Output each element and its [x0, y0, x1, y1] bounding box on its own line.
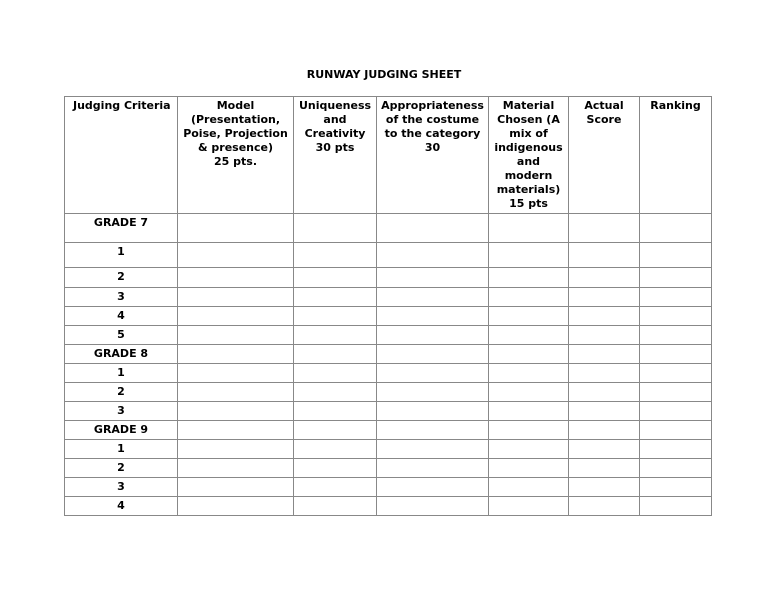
score-cell[interactable]	[294, 326, 377, 345]
score-cell[interactable]	[377, 402, 489, 421]
score-cell[interactable]	[294, 402, 377, 421]
score-cell[interactable]	[178, 440, 294, 459]
score-cell[interactable]	[640, 345, 712, 364]
column-header-line: Appropriateness	[381, 99, 484, 112]
score-cell[interactable]	[178, 243, 294, 268]
score-cell[interactable]	[640, 497, 712, 516]
column-header	[489, 97, 569, 214]
score-cell[interactable]	[489, 478, 569, 497]
score-cell[interactable]	[489, 214, 569, 243]
score-cell[interactable]	[640, 421, 712, 440]
column-header-line: Judging Criteria	[73, 99, 171, 112]
score-cell[interactable]	[569, 497, 640, 516]
row-label: GRADE 8	[65, 345, 178, 364]
score-cell[interactable]	[569, 326, 640, 345]
score-cell[interactable]	[569, 307, 640, 326]
table-row	[65, 345, 712, 364]
score-cell[interactable]	[377, 214, 489, 243]
score-cell[interactable]	[489, 268, 569, 288]
score-cell[interactable]	[640, 478, 712, 497]
score-cell[interactable]	[294, 440, 377, 459]
score-cell[interactable]	[294, 268, 377, 288]
row-label: 3	[65, 478, 178, 497]
score-cell[interactable]	[178, 364, 294, 383]
score-cell[interactable]	[294, 364, 377, 383]
table-row	[65, 326, 712, 345]
score-cell[interactable]	[640, 402, 712, 421]
score-cell[interactable]	[640, 440, 712, 459]
score-cell[interactable]	[640, 459, 712, 478]
score-cell[interactable]	[640, 326, 712, 345]
row-label: 4	[65, 497, 178, 516]
score-cell[interactable]	[377, 307, 489, 326]
score-cell[interactable]	[640, 383, 712, 402]
score-cell[interactable]	[489, 307, 569, 326]
score-cell[interactable]	[178, 288, 294, 307]
row-label: 1	[65, 440, 178, 459]
score-cell[interactable]	[377, 288, 489, 307]
score-cell[interactable]	[569, 402, 640, 421]
row-label: 3	[65, 402, 178, 421]
judging-table	[64, 96, 712, 516]
row-label: 1	[65, 364, 178, 383]
score-cell[interactable]	[489, 345, 569, 364]
column-header-line: Chosen (A	[497, 113, 560, 126]
row-label: 2	[65, 268, 178, 288]
score-cell[interactable]	[178, 326, 294, 345]
score-cell[interactable]	[489, 421, 569, 440]
score-cell[interactable]	[377, 440, 489, 459]
row-label: 4	[65, 307, 178, 326]
score-cell[interactable]	[294, 497, 377, 516]
score-cell[interactable]	[489, 288, 569, 307]
score-cell[interactable]	[178, 402, 294, 421]
score-cell[interactable]	[178, 214, 294, 243]
column-header-line: & presence)	[197, 141, 274, 154]
table-row	[65, 383, 712, 402]
score-cell[interactable]	[377, 268, 489, 288]
score-cell[interactable]	[569, 268, 640, 288]
score-cell[interactable]	[377, 459, 489, 478]
score-cell[interactable]	[489, 383, 569, 402]
score-cell[interactable]	[178, 268, 294, 288]
column-header-line: and	[323, 113, 347, 126]
score-cell[interactable]	[640, 268, 712, 288]
table-row	[65, 268, 712, 288]
row-label: 5	[65, 326, 178, 345]
column-header-line: Poise, Projection	[183, 127, 288, 140]
score-cell[interactable]	[489, 440, 569, 459]
score-cell[interactable]	[178, 345, 294, 364]
column-header-line: indigenous	[494, 141, 563, 154]
column-header-line: and	[516, 155, 541, 168]
score-cell[interactable]	[377, 383, 489, 402]
score-cell[interactable]	[294, 478, 377, 497]
score-cell[interactable]	[377, 243, 489, 268]
score-cell[interactable]	[489, 459, 569, 478]
score-cell[interactable]	[569, 214, 640, 243]
column-header	[640, 97, 712, 214]
row-label: 1	[65, 243, 178, 268]
score-cell[interactable]	[178, 497, 294, 516]
score-cell[interactable]	[640, 288, 712, 307]
score-cell[interactable]	[294, 421, 377, 440]
table-row	[65, 214, 712, 243]
score-cell[interactable]	[294, 288, 377, 307]
row-label: GRADE 9	[65, 421, 178, 440]
column-header-line: Creativity	[304, 127, 366, 140]
column-header-line: 30	[424, 141, 441, 154]
score-cell[interactable]	[294, 345, 377, 364]
table-row	[65, 497, 712, 516]
score-cell[interactable]	[489, 326, 569, 345]
column-header-line: Actual	[584, 99, 624, 112]
column-header-line: mix of	[509, 127, 548, 140]
column-header-line: Model	[216, 99, 255, 112]
score-cell[interactable]	[569, 383, 640, 402]
score-cell[interactable]	[640, 307, 712, 326]
page-title: RUNWAY JUDGING SHEET	[306, 68, 462, 81]
row-label: 2	[65, 383, 178, 402]
column-header-line: (Presentation,	[190, 113, 281, 126]
score-cell[interactable]	[178, 421, 294, 440]
score-cell[interactable]	[489, 243, 569, 268]
table-row	[65, 459, 712, 478]
score-cell[interactable]	[569, 459, 640, 478]
score-cell[interactable]	[640, 214, 712, 243]
column-header-line: 15 pts	[509, 197, 548, 210]
column-header-line: Material	[502, 99, 555, 112]
row-label: 2	[65, 459, 178, 478]
score-cell[interactable]	[377, 478, 489, 497]
table-row	[65, 440, 712, 459]
score-cell[interactable]	[377, 497, 489, 516]
table-row	[65, 478, 712, 497]
score-cell[interactable]	[569, 440, 640, 459]
column-header	[569, 97, 640, 214]
score-cell[interactable]	[178, 383, 294, 402]
score-cell[interactable]	[377, 364, 489, 383]
score-cell[interactable]	[377, 345, 489, 364]
score-cell[interactable]	[489, 402, 569, 421]
score-cell[interactable]	[294, 383, 377, 402]
column-header	[377, 97, 489, 214]
column-header-line: modern	[504, 169, 553, 182]
row-label: GRADE 7	[65, 214, 178, 243]
column-header	[65, 97, 178, 214]
score-cell[interactable]	[569, 364, 640, 383]
column-header-line: 25 pts.	[214, 155, 257, 168]
column-header-line: Score	[586, 113, 622, 126]
table-row	[65, 243, 712, 268]
row-label: 3	[65, 288, 178, 307]
table-row	[65, 402, 712, 421]
table-row	[65, 421, 712, 440]
score-cell[interactable]	[569, 243, 640, 268]
score-cell[interactable]	[294, 243, 377, 268]
score-cell[interactable]	[294, 214, 377, 243]
score-cell[interactable]	[178, 459, 294, 478]
score-cell[interactable]	[569, 421, 640, 440]
column-header-line: Ranking	[650, 99, 701, 112]
column-header-line: of the costume	[385, 113, 480, 126]
score-cell[interactable]	[178, 307, 294, 326]
score-cell[interactable]	[489, 364, 569, 383]
column-header-line: Uniqueness	[298, 99, 372, 112]
score-cell[interactable]	[178, 478, 294, 497]
score-cell[interactable]	[640, 243, 712, 268]
table-row	[65, 364, 712, 383]
score-cell[interactable]	[569, 478, 640, 497]
column-header	[178, 97, 294, 214]
table-row	[65, 307, 712, 326]
score-cell[interactable]	[377, 421, 489, 440]
table-row	[65, 288, 712, 307]
score-cell[interactable]	[489, 497, 569, 516]
score-cell[interactable]	[294, 459, 377, 478]
score-cell[interactable]	[377, 326, 489, 345]
score-cell[interactable]	[294, 307, 377, 326]
column-header-line: materials)	[496, 183, 561, 196]
header-row	[65, 97, 712, 214]
column-header-line: 30 pts	[315, 141, 355, 154]
score-cell[interactable]	[569, 345, 640, 364]
score-cell[interactable]	[569, 288, 640, 307]
column-header	[294, 97, 377, 214]
score-cell[interactable]	[640, 364, 712, 383]
column-header-line: to the category	[384, 127, 481, 140]
